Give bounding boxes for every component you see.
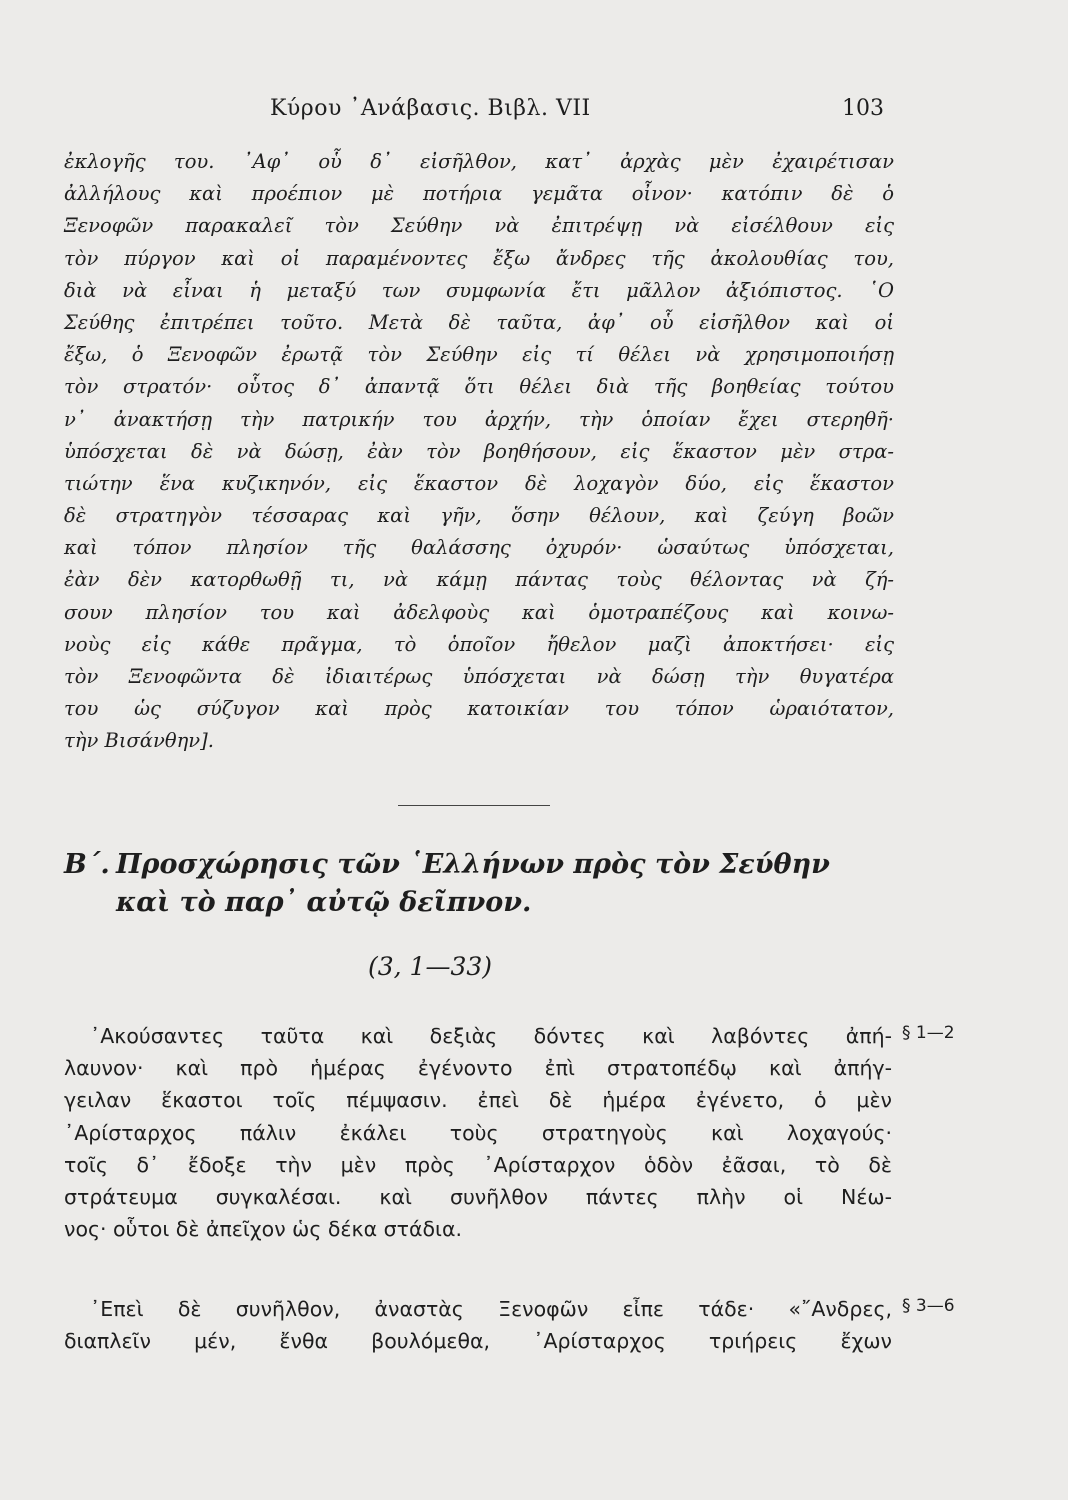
- greek-paragraph-2: [64, 1293, 892, 1357]
- greek-line: γειλαν ἕκαστοι τοῖς πέμψασιν. ἐπεὶ δὲ ἡμέρα ἐγένετο, ὁ μὲν: [64, 1088, 892, 1113]
- section-divider: [398, 805, 550, 806]
- page-header: [0, 96, 1068, 136]
- translation-line: τιώτην ἕνα κυζικηνόν, εἰς ἕκαστον δὲ λοχαγὸν δύο, εἰς ἕκαστον: [64, 471, 894, 495]
- greek-line: ᾿Ακούσαντες ταῦτα καὶ δεξιὰς δόντες καὶ λαβόντες ἀπή-: [90, 1024, 892, 1048]
- running-title: Κύρου ᾿Ανάβασις. Βιβλ. VII: [270, 96, 591, 121]
- translation-line: ἔξω, ὁ Ξενοφῶν ἐρωτᾷ τὸν Σεύθην εἰς τί θέλει νὰ χρησιμοποιήσῃ: [64, 343, 894, 367]
- translation-line: ἀλλήλους καὶ προέπιον μὲ ποτήρια γεμᾶτα οἶνον· κατόπιν δὲ ὁ: [64, 182, 894, 206]
- translation-text: [64, 146, 894, 758]
- section-heading: [64, 846, 904, 922]
- translation-line: Ξενοφῶν παρακαλεῖ τὸν Σεύθην νὰ ἐπιτρέψῃ νὰ εἰσέλθουν εἰς: [64, 214, 894, 238]
- translation-line: τὸν πύργον καὶ οἱ παραμένοντες ἔξω ἄνδρες τῆς ἀκολουθίας του,: [64, 246, 894, 270]
- greek-line: τοῖς δ᾿ ἔδοξε τὴν μὲν πρὸς ᾿Αρίσταρχον ὁδὸν ἐᾶσαι, τὸ δὲ: [64, 1152, 892, 1177]
- translation-line: του ὡς σύζυγον καὶ πρὸς κατοικίαν του τόπον ὡραιότατον,: [64, 697, 894, 721]
- greek-line: λαυνον· καὶ πρὸ ἡμέρας ἐγένοντο ἐπὶ στρατοπέδῳ καὶ ἀπήγ-: [64, 1056, 892, 1081]
- section-title-line2: καὶ τὸ παρ᾿ αὐτῷ δεῖπνον.: [116, 887, 532, 918]
- greek-line: ᾿Αρίσταρχος πάλιν ἐκάλει τοὺς στρατηγοὺς καὶ λοχαγούς·: [64, 1120, 892, 1145]
- translation-line: τὸν Ξενοφῶντα δὲ ἰδιαιτέρως ὑπόσχεται νὰ δώσῃ τὴν θυγατέρα: [64, 665, 894, 688]
- section-title-line1: Προσχώρησις τῶν ῾Ελλήνων πρὸς τὸν Σεύθην: [116, 849, 830, 880]
- section-range: (3, 1—33): [368, 952, 493, 981]
- margin-note-2: § 3—6: [902, 1296, 955, 1316]
- greek-line: νος· οὗτοι δὲ ἀπεῖχον ὡς δέκα στάδια.: [64, 1217, 462, 1242]
- section-number: Β΄.: [64, 849, 110, 880]
- translation-line: νοὺς εἰς κάθε πρᾶγμα, τὸ ὁποῖον ἤθελον μαζὶ ἀποκτήσει· εἰς: [64, 632, 894, 656]
- translation-line: καὶ τόπον πλησίον τῆς θαλάσσης ὀχυρόν· ὡσαύτως ὑπόσχεται,: [64, 536, 894, 560]
- translation-line: ἐὰν δὲν κατορθωθῇ τι, νὰ κάμῃ πάντας τοὺς θέλοντας νὰ ζή-: [64, 568, 894, 592]
- translation-line: ν᾿ ἀνακτήσῃ τὴν πατρικήν του ἀρχήν, τὴν ὁποίαν ἔχει στερηθῆ·: [64, 407, 894, 431]
- translation-line: τὸν στρατόν· οὗτος δ᾿ ἀπαντᾷ ὅτι θέλει διὰ τῆς βοηθείας τούτου: [64, 375, 894, 399]
- translation-line: δὲ στρατηγὸν τέσσαρας καὶ γῆν, ὅσην θέλουν, καὶ ζεύγη βοῶν: [64, 504, 894, 528]
- translation-line: ὑπόσχεται δὲ νὰ δώσῃ, ἐὰν τὸν βοηθήσουν, εἰς ἕκαστον μὲν στρα-: [64, 439, 894, 463]
- translation-line: ἐκλογῆς του. ᾿Αφ᾿ οὗ δ᾿ εἰσῆλθον, κατ᾿ ἀρχὰς μὲν ἐχαιρέτισαν: [64, 150, 894, 173]
- greek-paragraph-1: [64, 1020, 892, 1245]
- margin-note-1: § 1—2: [902, 1023, 955, 1043]
- translation-line: τὴν Βισάνθην].: [64, 729, 214, 753]
- translation-line: Σεύθης ἐπιτρέπει τοῦτο. Μετὰ δὲ ταῦτα, ἀφ᾿ οὗ εἰσῆλθον καὶ οἱ: [64, 310, 894, 334]
- translation-line: σουν πλησίον του καὶ ἀδελφοὺς καὶ ὁμοτραπέζους καὶ κοινω-: [64, 600, 894, 624]
- translation-line: διὰ νὰ εἶναι ἡ μεταξύ των συμφωνία ἔτι μᾶλλον ἀξιόπιστος. ῾Ο: [64, 278, 894, 302]
- page-number: 103: [842, 96, 884, 121]
- greek-line: στράτευμα συγκαλέσαι. καὶ συνῆλθον πάντες πλὴν οἱ Νέω-: [64, 1184, 892, 1209]
- greek-line: ᾿Επεὶ δὲ συνῆλθον, ἀναστὰς Ξενοφῶν εἶπε τάδε· «῎Ανδρες,: [90, 1297, 892, 1321]
- greek-line: διαπλεῖν μέν, ἔνθα βουλόμεθα, ᾿Αρίσταρχος τριήρεις ἔχων: [64, 1329, 892, 1354]
